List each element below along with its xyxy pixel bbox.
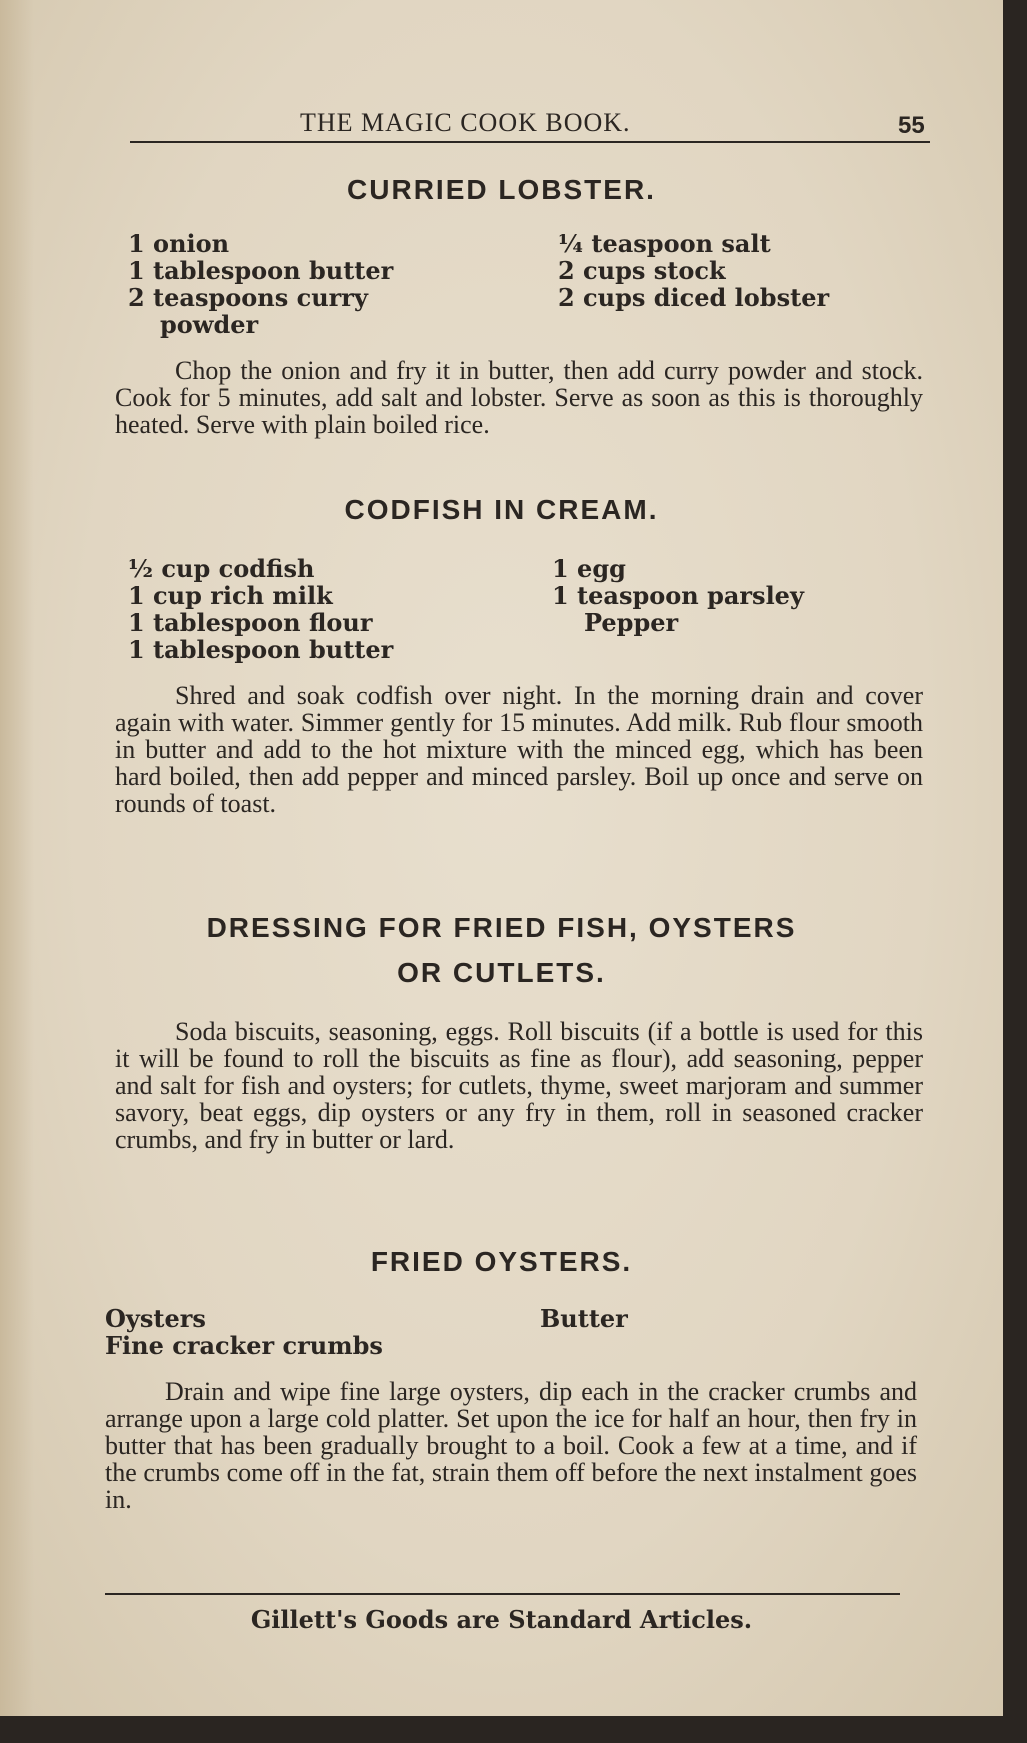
recipe-title-codfish-in-cream: CODFISH IN CREAM. — [344, 494, 659, 525]
ingredients-left-codfish — [128, 555, 393, 663]
ingredient: ¼ teaspoon salt — [558, 229, 771, 258]
header-rule — [130, 141, 930, 143]
ingredients-right-fried-oysters — [540, 1305, 628, 1332]
ingredient: Oysters — [105, 1304, 206, 1333]
recipe-title-fried-oysters: FRIED OYSTERS. — [370, 1246, 633, 1277]
ingredient: 2 cups stock — [558, 256, 726, 285]
directions-dressing: Soda biscuits, seasoning, eggs. Roll biscuits (if a bottle is used for this it will be found to roll the biscuits as fine as flour), add seasoning, pepper and salt for fish and oysters; for cutlets, thyme, sweet marjoram and summer savory, beat eggs, dip oysters or any fry in them, roll in seasoned cracker crumbs, and fry in butter or lard. — [115, 1017, 923, 1154]
directions-codfish: Shred and soak codfish over night. In the morning drain and cover again with water. Simmer gently for 15 minutes. Add milk. Rub flour smooth in butter and add to the hot mixture with the minced egg, which has been hard boiled, then add pepper and minced parsley. Boil up once and serve on rounds of toast. — [115, 681, 923, 818]
ingredient: Pepper — [584, 608, 679, 637]
ingredient: 1 cup rich milk — [128, 581, 333, 610]
ingredient: powder — [160, 310, 259, 339]
directions-curried-lobster: Chop the onion and fry it in butter, then add curry powder and stock. Cook for 5 minutes, add salt and lobster. Serve as soon as this is thoroughly heated. Serve with plain boiled rice. — [115, 356, 923, 439]
recipe-title-curried-lobster: CURRIED LOBSTER. — [347, 174, 656, 205]
ingredient: ½ cup codfish — [128, 554, 315, 583]
ingredient: 1 teaspoon parsley — [552, 581, 804, 610]
ingredients-left-curried-lobster — [128, 230, 393, 338]
ingredient: 1 tablespoon butter — [128, 635, 394, 664]
ingredients-left-fried-oysters — [105, 1305, 383, 1359]
ingredient: Butter — [540, 1304, 628, 1333]
page-gutter-shadow — [0, 0, 34, 1716]
ingredients-right-curried-lobster — [558, 230, 829, 311]
ingredient: 1 onion — [128, 229, 230, 258]
running-title: THE MAGIC COOK BOOK. — [300, 108, 631, 137]
ingredient: 1 egg — [552, 554, 626, 583]
page-number: 55 — [898, 112, 925, 139]
ingredient: Fine cracker crumbs — [105, 1331, 383, 1360]
ingredients-right-codfish — [552, 555, 804, 636]
footer-slogan: Gillett's Goods are Standard Articles. — [250, 1605, 753, 1634]
recipe-title-dressing-line2: OR CUTLETS. — [397, 957, 606, 988]
directions-fried-oysters: Drain and wipe fine large oysters, dip each in the cracker crumbs and arrange upon a large cold platter. Set upon the ice for half an hour, then fry in butter that has been gradually brought to a boil. Cook a few at a time, and if the crumbs come off in the fat, strain them off before the next instalment goes in. — [105, 1377, 917, 1514]
footer-rule — [105, 1593, 900, 1595]
ingredient: 1 tablespoon butter — [128, 256, 394, 285]
ingredient: 2 teaspoons curry — [128, 283, 368, 312]
recipe-title-dressing-line1: DRESSING FOR FRIED FISH, OYSTERS — [206, 912, 797, 943]
ingredient: 2 cups diced lobster — [558, 283, 830, 312]
ingredient: 1 tablespoon flour — [128, 608, 373, 637]
